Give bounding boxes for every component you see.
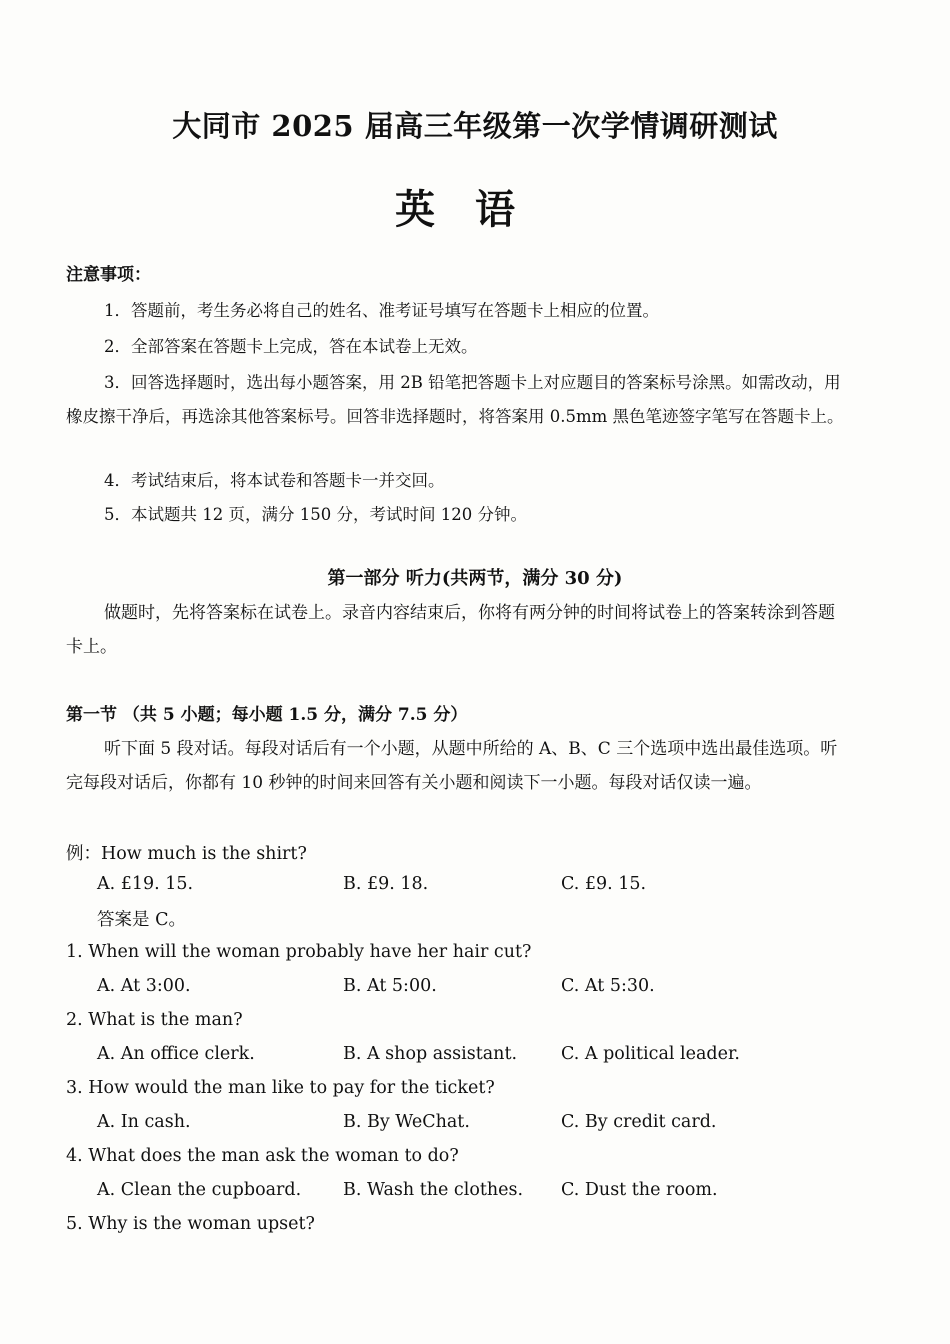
question-4-option-a: A. Clean the cupboard. bbox=[97, 1180, 302, 1200]
exam-title: 大同市 2025 届高三年级第一次学情调研测试 bbox=[172, 109, 778, 143]
question-3-option-c: C. By credit card. bbox=[561, 1112, 717, 1132]
example-option-c: C. £9. 15. bbox=[561, 874, 647, 894]
question-2-option-a: A. An office clerk. bbox=[97, 1044, 255, 1064]
question-1-option-a: A. At 3:00. bbox=[97, 976, 191, 996]
part-title: 第一部分 听力(共两节，满分 30 分) bbox=[327, 568, 623, 589]
question-3-option-b: B. By WeChat. bbox=[343, 1112, 470, 1132]
question-1: 1. When will the woman probably have her hair cut? bbox=[66, 942, 532, 962]
question-4-option-b: B. Wash the clothes. bbox=[343, 1180, 524, 1200]
notice-item: 5．本试题共 12 页，满分 150 分，考试时间 120 分钟。 bbox=[104, 505, 527, 524]
notice-item: 2．全部答案在答题卡上完成，答在本试卷上无效。 bbox=[104, 337, 478, 356]
subject-title: 英语 bbox=[395, 186, 555, 233]
notice-item: 3．回答选择题时，选出每小题答案，用 2B 铅笔把答题卡上对应题目的答案标号涂黑。如需改动，用橡皮擦干净后，再选涂其他答案标号。回答非选择题时，将答案用 0.5mm 黑色笔迹签字笔写在答题卡上。 bbox=[66, 373, 844, 426]
notice-item: 4．考试结束后，将本试卷和答题卡一并交回。 bbox=[104, 471, 445, 490]
question-2-option-b: B. A shop assistant. bbox=[343, 1044, 518, 1064]
question-3: 3. How would the man like to pay for the ticket? bbox=[66, 1078, 495, 1098]
part-intro: 做题时，先将答案标在试卷上。录音内容结束后，你将有两分钟的时间将试卷上的答案转涂到答题卡上。 bbox=[66, 603, 835, 657]
question-4-option-c: C. Dust the room. bbox=[561, 1180, 718, 1200]
question-1-option-b: B. At 5:00. bbox=[343, 976, 437, 996]
section-heading: 第一节 （共 5 小题；每小题 1.5 分，满分 7.5 分） bbox=[66, 705, 468, 725]
section-intro: 听下面 5 段对话。每段对话后有一个小题，从题中所给的 A、B、C 三个选项中选出最佳选项。听完每段对话后，你都有 10 秒钟的时间来回答有关小题和阅读下一小题。每段对话仅读一遍。 bbox=[66, 739, 838, 793]
question-3-option-a: A. In cash. bbox=[97, 1112, 191, 1132]
question-1-option-c: C. At 5:30. bbox=[561, 976, 655, 996]
notice-heading: 注意事项： bbox=[66, 265, 151, 285]
example-option-a: A. £19. 15. bbox=[97, 874, 194, 894]
question-5: 5. Why is the woman upset? bbox=[66, 1214, 315, 1234]
question-2: 2. What is the man? bbox=[66, 1010, 243, 1030]
question-4: 4. What does the man ask the woman to do? bbox=[66, 1146, 459, 1166]
example-answer: 答案是 C。 bbox=[97, 910, 186, 930]
example-option-b: B. £9. 18. bbox=[343, 874, 429, 894]
example-question: 例：How much is the shirt? bbox=[66, 844, 307, 864]
notice-item: 1．答题前，考生务必将自己的姓名、准考证号填写在答题卡上相应的位置。 bbox=[104, 301, 659, 320]
question-2-option-c: C. A political leader. bbox=[561, 1044, 740, 1064]
